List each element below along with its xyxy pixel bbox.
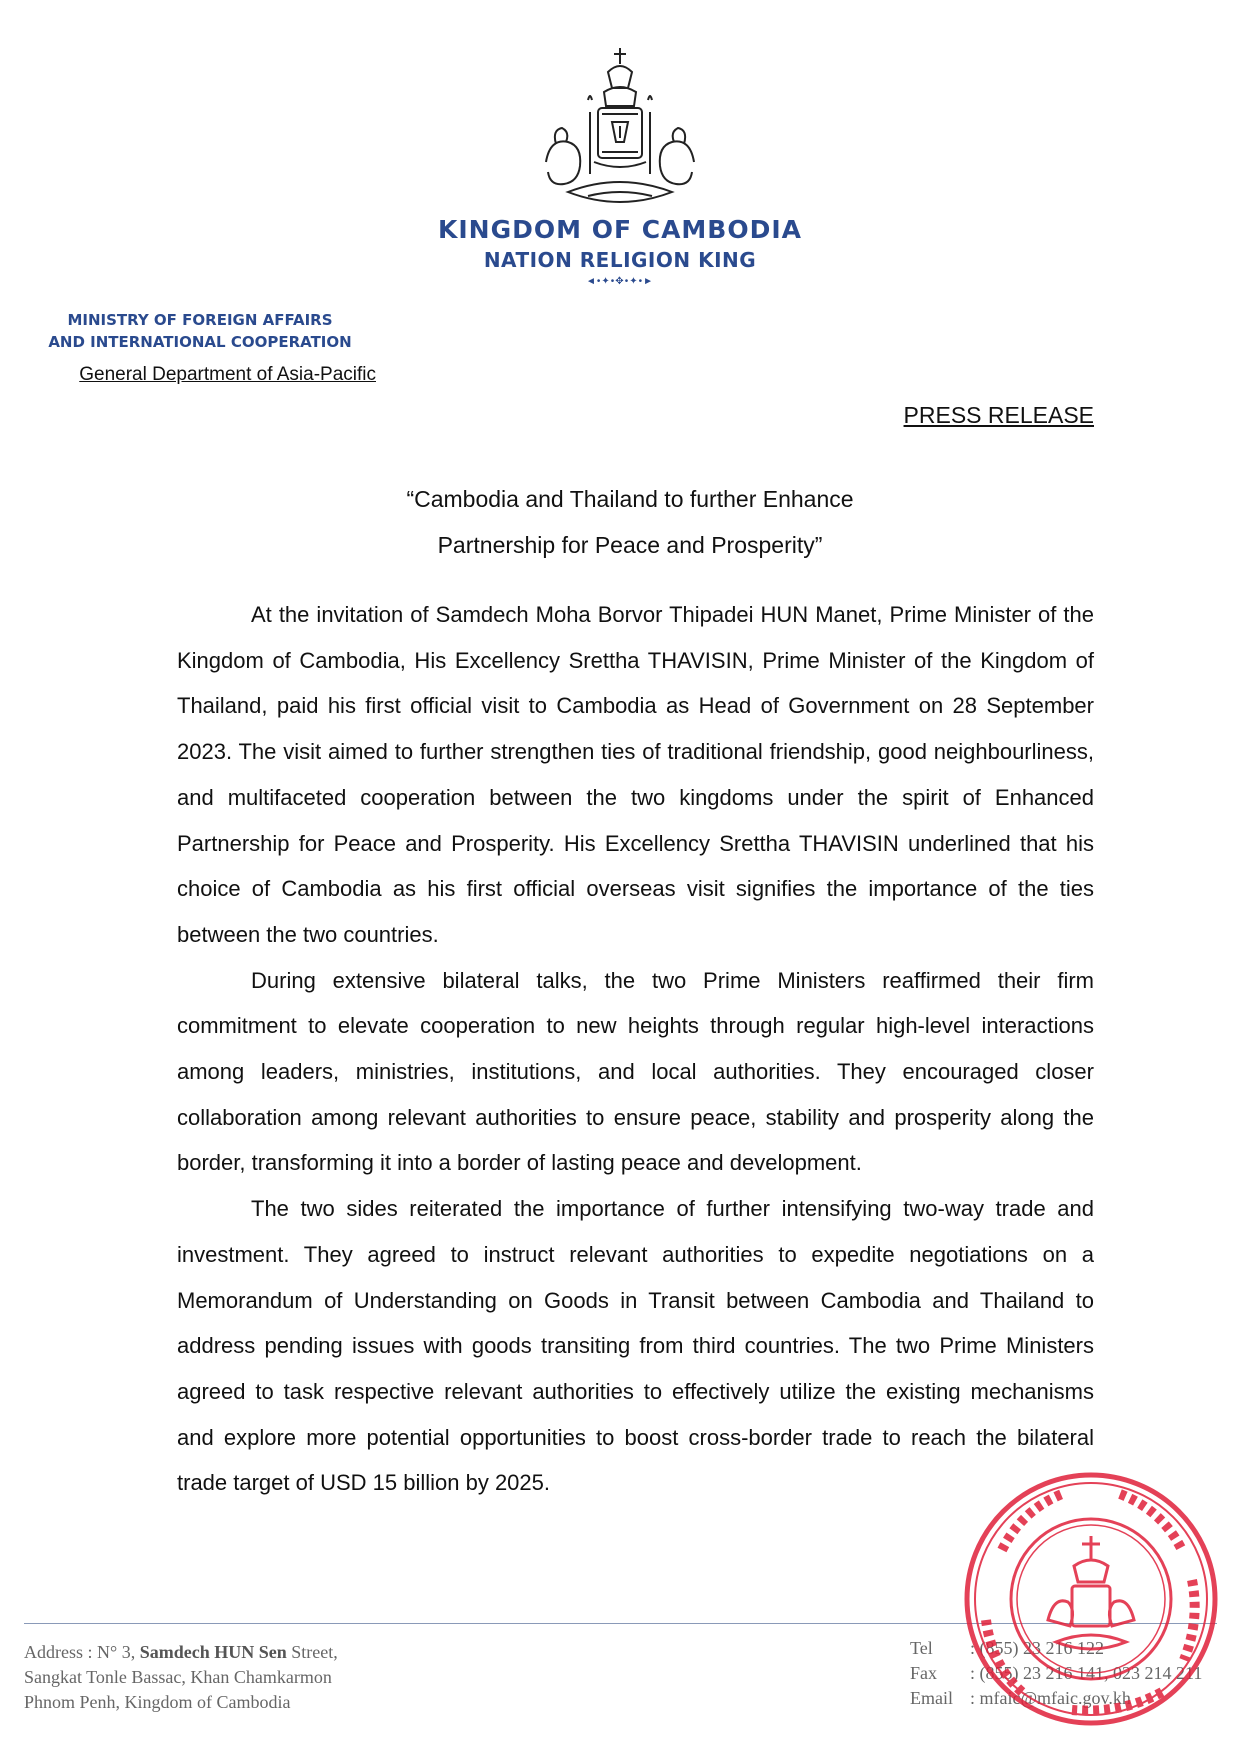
address-line-2: Sangkat Tonle Bassac, Khan Chamkarmon: [24, 1667, 332, 1687]
ministry-line-1: MINISTRY OF FOREIGN AFFAIRS: [67, 311, 333, 329]
title-line-1: “Cambodia and Thailand to further Enhance: [406, 486, 854, 512]
royal-coat-of-arms-emblem: [528, 42, 712, 220]
official-seal-stamp: [962, 1470, 1220, 1728]
press-release-title: [250, 476, 1010, 568]
paragraph: During extensive bilateral talks, the two Prime Ministers reaffirmed their firm commitment to elevate cooperation to new heights through regular high-level interactions among leaders, ministries, institutions, and local authorities. They encouraged closer collaboration among relevant authorities to ensure peace, stability and prosperity along the border, transforming it into a border of lasting peace and development.: [177, 967, 1094, 1176]
department-name: General Department of Asia-Pacific: [79, 364, 376, 385]
kingdom-heading: KINGDOM OF CAMBODIA: [437, 215, 803, 244]
national-motto: NATION RELIGION KING: [483, 248, 757, 272]
paragraph: At the invitation of Samdech Moha Borvor Thipadei HUN Manet, Prime Minister of the Kingdom of Cambodia, His Excellency Srettha THAVISIN, Prime Minister of the Kingdom of Thailand, paid his first official visit to Cambodia as Head of Government on 28 September 2023. The visit aimed to further strengthen ties of traditional friendship, good neighbourliness, and multifaceted cooperation between the two kingdoms under the spirit of Enhanced Partnership for Peace and Prosperity. His Excellency Srettha THAVISIN underlined that his choice of Cambodia as his first official overseas visit signifies the importance of the ties between the two countries.: [177, 602, 1094, 947]
tel-line: Tel : (855) 23 216 122: [910, 1638, 1104, 1658]
ministry-line-2: AND INTERNATIONAL COOPERATION: [48, 333, 352, 351]
address-line-3: Phnom Penh, Kingdom of Cambodia: [24, 1692, 291, 1712]
press-release-label: PRESS RELEASE: [903, 402, 1094, 428]
address-line-1: Address : N° 3, Samdech HUN Sen Street,: [24, 1642, 338, 1662]
ornament-divider: ◄•✦•✥•✦•►: [586, 276, 654, 287]
footer-address: [24, 1640, 338, 1715]
paragraph: The two sides reiterated the importance of further intensifying two-way trade and investment. They agreed to instruct relevant authorities to expedite negotiations on a Memorandum of Understanding on Goods in Transit between Cambodia and Thailand to address pending issues with goods transiting from third countries. The two Prime Ministers agreed to task respective relevant authorities to effectively utilize the existing mechanisms and explore more potential opportunities to boost cross-border trade to reach the bilateral trade target of USD 15 billion by 2025.: [177, 1196, 1094, 1496]
email-line: Email : mfaic@mfaic.gov.kh: [910, 1688, 1131, 1708]
title-line-2: Partnership for Peace and Prosperity”: [437, 532, 823, 558]
press-release-body: [177, 592, 1094, 1506]
ministry-name: [24, 309, 376, 353]
fax-line: Fax : (855) 23 216 141, 023 214 211: [910, 1663, 1203, 1683]
